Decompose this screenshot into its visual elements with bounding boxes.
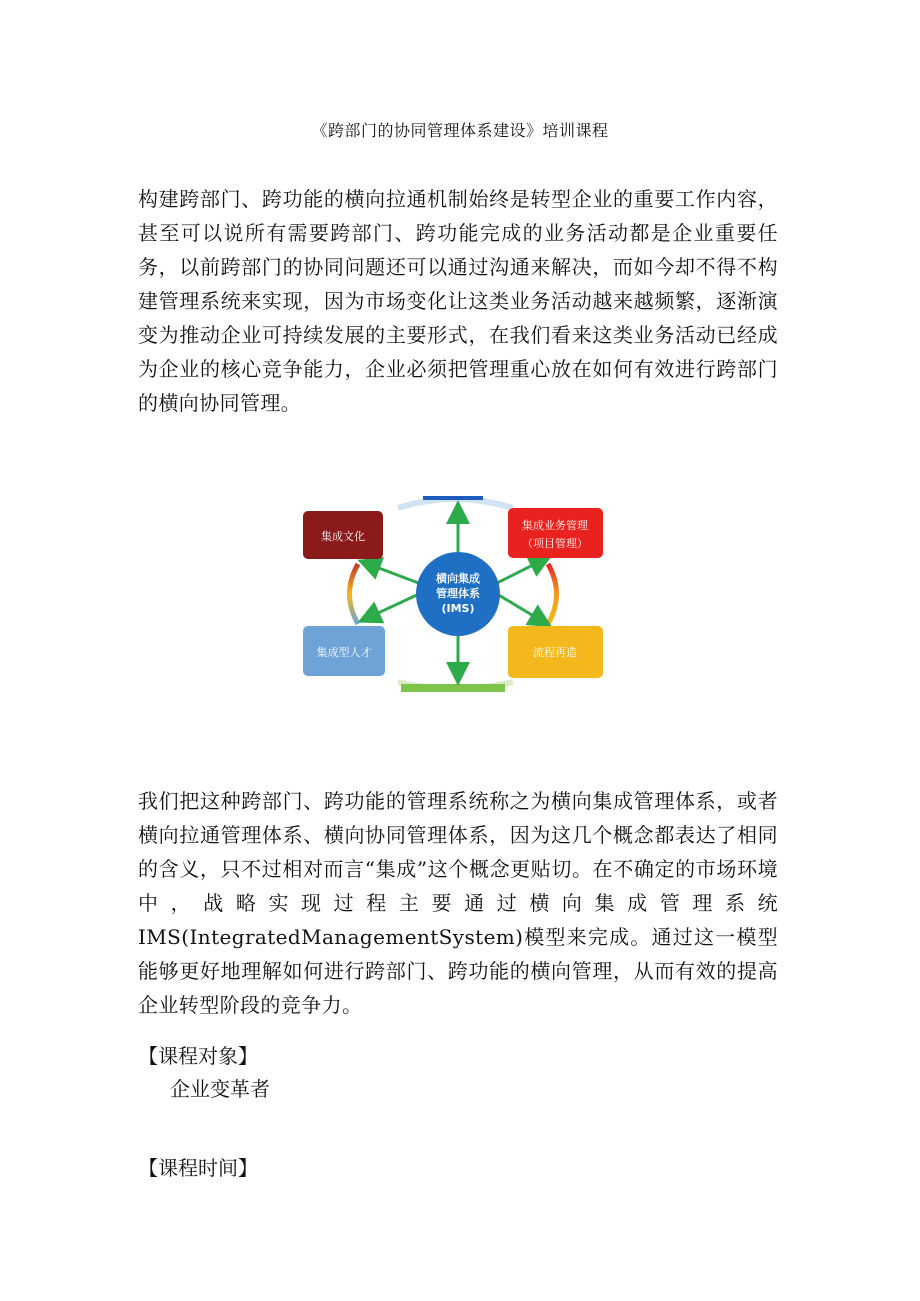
top-arc (398, 499, 513, 508)
center-label-1: 横向集成 (436, 572, 480, 585)
center-label-3: (IMS) (441, 602, 475, 615)
document-title: 《跨部门的协同管理体系建设》培训课程 (311, 121, 609, 140)
center-label-2: 管理体系 (436, 587, 480, 600)
audience-value: 企业变革者 (170, 1077, 270, 1101)
top-bar (423, 496, 483, 500)
right-arc (548, 564, 557, 624)
paragraph-intro: 构建跨部门、跨功能的横向拉通机制始终是转型企业的重要工作内容，甚至可以说所有需要跨部门、跨功能完成的业务活动都是企业重要任务，以前跨部门的协同问题还可以通过沟通来解决，而如今却不得不构建管理系统来实现，因为市场变化让这类业务活动越来越频繁，逐渐演变为推动企业可持续发展的主要形式，在我们看来这类业务活动已经成为企业的核心竞争能力，企业必须把管理重心放在如何有效进行跨部门的横向协同管理。 (138, 187, 778, 415)
arrow-right (497, 594, 547, 624)
bottom-bar (401, 684, 505, 692)
box-business-label-1: 集成业务管理 (522, 519, 588, 532)
box-business (508, 508, 603, 558)
box-culture-label: 集成文化 (321, 530, 365, 543)
paragraph-ims: 我们把这种跨部门、跨功能的管理系统称之为横向集成管理体系，或者横向拉通管理体系、横向协同管理体系，因为这几个概念都表达了相同的含义，只不过相对而言“集成”这个概念更贴切。在不确定的市场环境中，战略实现过程主要通过横向集成管理系统IMS(IntegratedManagementSystem)模型来完成。通过这一模型能够更好地理解如何进行跨部门、跨功能的横向管理，从而有效的提高企业转型阶段的竞争力。 (138, 789, 778, 1017)
ims-diagram (303, 496, 603, 692)
arrow-up-right (495, 558, 547, 584)
arrow-up-left (363, 562, 421, 584)
box-talent-label: 集成型人才 (316, 646, 372, 659)
arrow-left (363, 594, 419, 620)
section-heading-audience: 【课程对象】 (138, 1044, 258, 1068)
section-heading-time: 【课程时间】 (138, 1156, 258, 1180)
box-business-label-2: （项目管理） (522, 537, 588, 550)
box-process-label: 流程再造 (533, 646, 577, 659)
left-arc (350, 564, 359, 624)
